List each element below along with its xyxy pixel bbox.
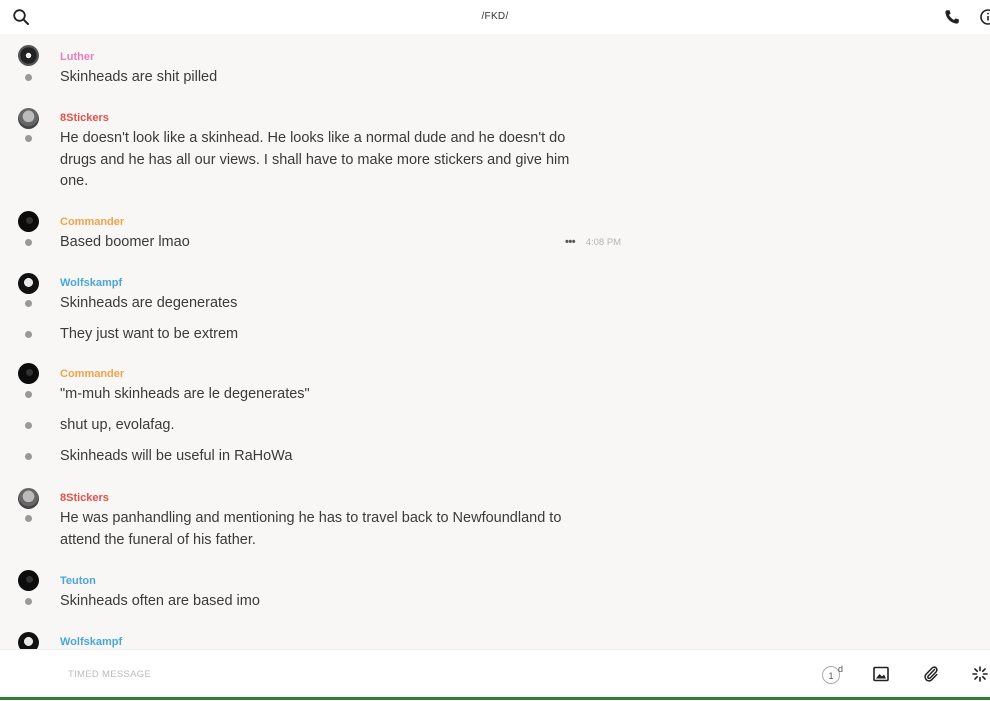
message-text: He was panhandling and mentioning he has to travel back to Newfoundland to attend the funeral of his father. — [60, 510, 562, 548]
top-bar — [0, 0, 990, 34]
message-bullet — [25, 300, 32, 307]
message-bullet — [25, 422, 32, 429]
message-text: He doesn't look like a skinhead. He looks like a normal dude and he doesn't do drugs and he has all our views. I shall have to make more stickers and give him one. — [60, 130, 570, 189]
avatar[interactable] — [18, 273, 39, 294]
composer-bar — [0, 649, 990, 701]
message-bullet — [25, 239, 32, 246]
message-author[interactable]: Commander — [60, 368, 125, 380]
info-icon[interactable] — [979, 9, 990, 30]
avatar[interactable] — [18, 45, 39, 66]
message-text: Based boomer lmao — [60, 234, 190, 250]
message-author[interactable]: 8Stickers — [60, 112, 109, 124]
message-feed[interactable] — [0, 34, 990, 649]
message-bullet — [25, 453, 32, 460]
avatar[interactable] — [18, 108, 39, 129]
message-bullet — [25, 74, 32, 81]
timed-message-input[interactable] — [56, 662, 580, 686]
paperclip-icon[interactable] — [923, 665, 939, 688]
avatar[interactable] — [18, 211, 39, 232]
message-bullet — [25, 135, 32, 142]
burst-icon[interactable] — [972, 666, 988, 687]
message-text: Skinheads often are based imo — [60, 593, 260, 609]
message-author[interactable]: Luther — [60, 51, 95, 63]
image-icon[interactable] — [873, 666, 889, 687]
message-bullet — [25, 331, 32, 338]
avatar[interactable] — [18, 632, 39, 649]
message-author[interactable]: 8Stickers — [60, 492, 109, 504]
avatar[interactable] — [18, 570, 39, 591]
chat-title: /FKD/ — [481, 11, 509, 22]
avatar[interactable] — [18, 488, 39, 509]
phone-icon[interactable] — [944, 9, 960, 30]
message-author[interactable]: Wolfskampf — [60, 277, 123, 289]
message-text: Skinheads will be useful in RaHoWa — [60, 448, 293, 464]
message-author[interactable]: Commander — [60, 216, 125, 228]
message-text: Skinheads are shit pilled — [60, 69, 218, 85]
message-bullet — [25, 391, 32, 398]
message-author[interactable]: Teuton — [60, 575, 96, 587]
timer-button[interactable]: 1 — [822, 666, 840, 684]
message-text: They just want to be extrem — [60, 326, 239, 342]
timer-unit-label: d — [838, 664, 844, 674]
message-bullet — [25, 515, 32, 522]
message-text: shut up, evolafag. — [60, 417, 175, 433]
message-timestamp: 4:08 PM — [585, 237, 622, 248]
avatar[interactable] — [18, 363, 39, 384]
message-text: Skinheads are degenerates — [60, 295, 238, 311]
more-options-icon[interactable]: ••• — [565, 236, 576, 248]
message-bullet — [25, 598, 32, 605]
message-meta — [565, 236, 621, 248]
message-text: "m-muh skinheads are le degenerates" — [60, 386, 310, 402]
message-author[interactable]: Wolfskampf — [60, 636, 123, 648]
